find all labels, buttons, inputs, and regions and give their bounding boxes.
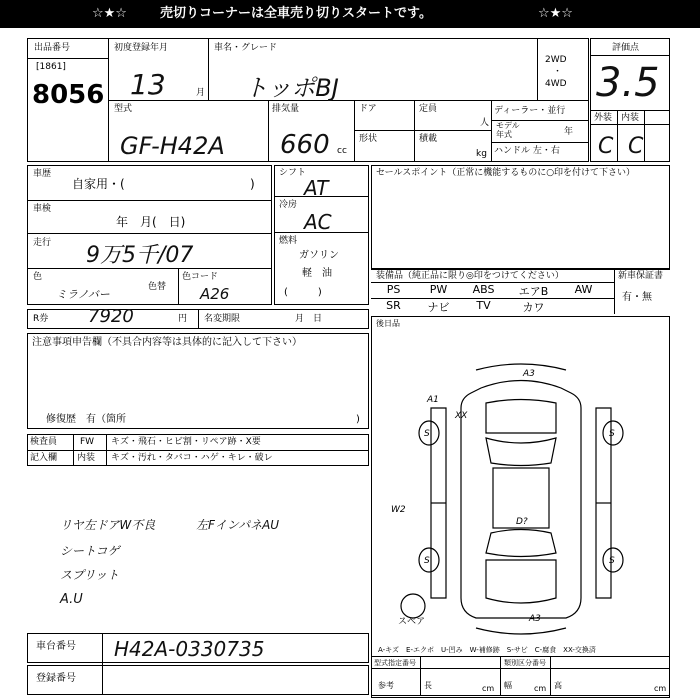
warranty-value: 有・無 [622, 292, 652, 303]
length-unit: cm [482, 684, 495, 693]
height-unit: cm [654, 684, 667, 693]
damage-label-s-rr: S [609, 556, 615, 566]
dealer-label: ディーラー・並行 [494, 106, 566, 116]
damage-label-d: D? [516, 517, 528, 527]
lot-label: 出品番号 [34, 43, 71, 53]
fuel-diesel: 軽 油 [302, 268, 332, 279]
interior-value: C [628, 134, 644, 159]
handwritten-note-4: A.U [60, 592, 83, 607]
chassis-value: H42A-0330735 [114, 637, 265, 661]
first-reg-year: 13 [130, 68, 166, 101]
transfer-value: 月 日 [295, 314, 323, 324]
load-label: 積載 [419, 134, 438, 144]
recycle-value: 7920 [88, 306, 134, 327]
handle-label: ハンドル 左・右 [494, 146, 560, 156]
sales-box [371, 165, 670, 269]
history-close: ) [250, 177, 255, 191]
car-diagram [371, 328, 670, 658]
width-label: 幅 [504, 681, 512, 690]
month-unit: 月 [196, 88, 206, 98]
banner-text: 売切りコーナーは全車売り切りスタートです。 [160, 6, 432, 21]
yen-unit: 円 [178, 314, 188, 324]
rating-value: 3.5 [596, 60, 660, 106]
equipment-row-1 [371, 283, 615, 298]
capacity-label: 定員 [419, 104, 438, 114]
int-row: キズ・汚れ・タバコ・ハゲ・キレ・破レ [111, 453, 273, 463]
notes-label: 注意事項申告欄（不具合内容等は具体的に記入して下さい） [32, 337, 302, 348]
color-label: 色 [33, 272, 43, 282]
color-code-value: A26 [200, 285, 230, 303]
inspector-label: 検査員 [30, 437, 58, 447]
recycle-label: R券 [33, 314, 49, 324]
equip-abs: ABS [472, 283, 495, 296]
equip-ps: PS [386, 283, 401, 296]
door-label: ドア [359, 104, 377, 114]
equipment-label: 装備品（純正品に限り◎印をつけてください） [376, 271, 564, 281]
fw-label: FW [80, 437, 95, 447]
drive-2wd: 2WD [545, 55, 567, 65]
equip-sr: SR [386, 299, 401, 312]
banner-stars-right: ☆★☆ [538, 6, 573, 21]
equip-tv: TV [476, 299, 491, 312]
ac-label: 冷房 [279, 200, 298, 210]
interior-label: 内装 [621, 113, 640, 123]
damage-label-a3-front: A3 [523, 369, 535, 379]
warranty-label: 新車保証書 [618, 271, 664, 281]
exterior-value: C [598, 134, 614, 159]
lot-number: 8056 [32, 80, 105, 110]
equip-aw: AW [574, 283, 593, 296]
width-unit: cm [534, 684, 547, 693]
damage-label-w2: W2 [391, 505, 406, 515]
model-year-label: モデル 年式 [496, 121, 520, 139]
top-banner [0, 0, 700, 28]
height-label: 高 [554, 681, 562, 690]
model-label: 型式 [114, 104, 133, 114]
displacement-label: 排気量 [272, 104, 300, 114]
drive-4wd: 4WD [545, 79, 567, 89]
cc-unit: cc [337, 146, 347, 156]
equip-pw: PW [429, 283, 448, 296]
shift-value: AT [304, 176, 329, 200]
ref-label: 参考 [378, 681, 394, 690]
damage-label-a3-rear: A3 [529, 614, 541, 624]
ac-value: AC [304, 210, 332, 234]
transfer-label: 名変期限 [204, 314, 241, 324]
damage-label-a1: A1 [427, 395, 439, 405]
color-change-label: 色替 [148, 282, 167, 292]
fuel-label: 燃料 [279, 236, 298, 246]
displacement-value: 660 [280, 130, 330, 160]
damage-label-s-fl: S [424, 429, 430, 439]
shift-label: シフト [279, 168, 307, 178]
equip-leather: カワ [522, 301, 545, 314]
spare-label: スペア [398, 617, 426, 627]
banner-stars-left: ☆★☆ [92, 6, 127, 21]
name-value: トッポBJ [244, 74, 339, 102]
rear-box [371, 316, 670, 328]
history-value: 自家用・( [72, 177, 125, 191]
handwritten-note-right: 左FインパネAU [196, 518, 280, 532]
fuel-gas: ガソリン [299, 250, 339, 261]
drive-dot: ・ [553, 67, 563, 77]
mileage-value: 9万5千/07 [86, 243, 194, 268]
entry-label: 記入欄 [30, 453, 58, 463]
interior-check-label: 内装 [77, 453, 96, 463]
lot-code: [1861] [36, 62, 66, 72]
fuel-paren: ( ) [284, 287, 322, 298]
kg-unit: kg [476, 149, 487, 159]
type-num-label: 型式指定番号 [374, 659, 416, 667]
shape-label: 形状 [359, 134, 378, 144]
inspection-value: 年 月( 日) [116, 215, 186, 229]
inspection-label: 車検 [33, 204, 52, 214]
fw-row: キズ・飛石・ヒビ割・リペア跡・X要 [111, 437, 261, 447]
repair-label: 修復歴 有（箇所 [46, 414, 126, 425]
reg-label: 登録番号 [36, 673, 76, 684]
damage-label-s-fr: S [609, 429, 615, 439]
handwritten-note-3: スプリット [60, 568, 120, 582]
first-reg-label: 初度登録年月 [114, 43, 169, 53]
person-unit: 人 [480, 118, 490, 128]
damage-label-s-rl: S [424, 556, 430, 566]
color-value: ミラノバー [56, 288, 110, 301]
equip-airbag: エアB [518, 285, 549, 298]
repair-close: ) [356, 414, 360, 425]
equipment-row-2 [371, 299, 615, 314]
damage-label-xx: XX [455, 411, 468, 421]
chassis-label: 車台番号 [36, 641, 76, 652]
history-label: 車歴 [33, 169, 52, 179]
handwritten-note-2: シートコゲ [60, 544, 120, 558]
reg-row [27, 665, 369, 695]
mileage-label: 走行 [33, 238, 52, 248]
model-value: GF-H42A [120, 132, 225, 160]
name-label: 車名・グレード [214, 43, 278, 53]
rating-label: 評価点 [612, 43, 640, 53]
length-label: 長 [424, 681, 432, 690]
damage-legend: A-キズ E-エクボ U-凹み W-補修跡 S-サビ C-腐食 XX-交換済 [378, 646, 596, 654]
class-num-label: 類別区分番号 [504, 659, 546, 667]
year-unit: 年 [564, 127, 574, 137]
rear-seat-label: 後日品 [376, 319, 400, 328]
equip-navi: ナビ [427, 301, 450, 314]
color-code-label: 色コード [182, 272, 219, 282]
sales-label: セールスポイント（正常に機能するものに○印を付けて下さい） [376, 168, 636, 178]
exterior-label: 外装 [594, 113, 613, 123]
handwritten-note-1: リヤ左ドアW不良 [60, 518, 156, 532]
